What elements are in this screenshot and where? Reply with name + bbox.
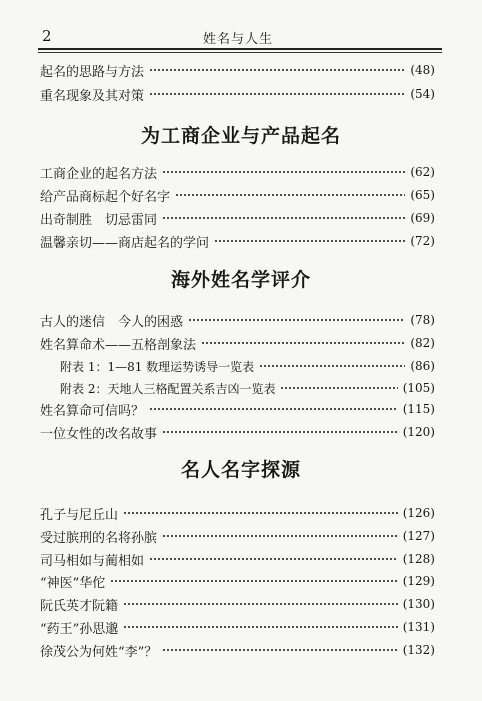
toc-entry-page: (78) (410, 313, 435, 327)
toc-leader-dots (149, 557, 398, 561)
toc-entry-title: 出奇制胜 切忌雷同 (40, 212, 158, 228)
section-heading: 名人名字探源 (180, 459, 301, 481)
toc-entry-page: (72) (410, 234, 435, 248)
header-rule-thick (38, 48, 442, 50)
toc-subentry[interactable] (60, 357, 435, 375)
toc-entry-page: (132) (402, 643, 435, 657)
toc-entry-title: 阮氏英才阮籍 (40, 598, 119, 614)
toc-leader-dots (162, 534, 398, 538)
toc-leader-dots (123, 602, 398, 606)
toc-entry-page: (62) (410, 165, 435, 179)
toc-leader-dots (149, 92, 405, 96)
toc-entry-page: (131) (402, 620, 435, 634)
toc-entry-page: (54) (410, 87, 435, 101)
toc-entry-page: (129) (402, 574, 435, 588)
toc-entry[interactable] (40, 550, 435, 568)
toc-entry-page: (127) (402, 529, 435, 543)
toc-entry-title: 徐茂公为何姓“李”？ (40, 644, 158, 660)
toc-entry[interactable] (40, 232, 435, 250)
toc-entry-title: 姓名算命术——五格剖象法 (40, 337, 197, 353)
toc-leader-dots (259, 364, 405, 368)
toc-leader-dots (110, 579, 397, 583)
toc-leader-dots (162, 430, 398, 434)
toc-entry[interactable] (40, 595, 435, 613)
toc-leader-dots (149, 407, 398, 411)
toc-entry[interactable] (40, 209, 435, 227)
toc-leader-dots (162, 170, 405, 174)
section-heading: 为工商企业与产品起名 (140, 125, 341, 147)
toc-entry-page: (65) (410, 188, 435, 202)
toc-leader-dots (123, 625, 397, 629)
toc-entry-title: 工商企业的起名方法 (40, 166, 158, 182)
toc-entry-page: (126) (402, 506, 435, 520)
toc-leader-dots (123, 511, 398, 515)
toc-leader-dots (188, 318, 405, 322)
toc-entry-title: 温馨亲切——商店起名的学问 (40, 235, 210, 251)
toc-entry-page: (128) (402, 552, 435, 566)
toc-entry[interactable] (40, 527, 435, 545)
toc-entry[interactable] (40, 163, 435, 181)
toc-entry-title: 司马相如与蔺相如 (40, 553, 145, 569)
toc-entry[interactable] (40, 61, 435, 79)
running-header (38, 27, 438, 47)
running-title: 姓名与人生 (202, 32, 273, 47)
toc-entry[interactable] (40, 334, 435, 352)
toc-entry[interactable] (40, 186, 435, 204)
toc-leader-dots (162, 216, 405, 220)
toc-entry[interactable] (40, 423, 435, 441)
toc-entry-page: (105) (402, 381, 435, 395)
toc-entry[interactable] (40, 400, 435, 418)
toc-leader-dots (149, 68, 405, 72)
toc-entry[interactable] (40, 641, 435, 659)
toc-entry-title: 起名的思路与方法 (40, 64, 145, 80)
toc-entry-page: (120) (402, 425, 435, 439)
toc-leader-dots (175, 193, 405, 197)
toc-entry[interactable] (40, 85, 435, 103)
toc-entry-page: (69) (410, 211, 435, 225)
toc-entry[interactable] (40, 504, 435, 522)
toc-entry-title: 重名现象及其对策 (40, 88, 145, 104)
toc-entry-title: 给产品商标起个好名字 (40, 189, 171, 205)
toc-entry[interactable] (40, 311, 435, 329)
toc-entry-title: 附表 1：1—81 数理运势诱导一览表 (60, 359, 255, 374)
toc-subentry[interactable] (60, 379, 435, 397)
toc-entry-title: 姓名算命可信吗？ (40, 403, 145, 419)
toc-entry-title: “药王”孙思邈 (40, 621, 119, 637)
toc-entry-title: 一位女性的改名故事 (40, 426, 158, 442)
toc-entry-title: 附表 2：天地人三格配置关系吉凶一览表 (60, 381, 276, 396)
toc-entry-page: (115) (402, 402, 435, 416)
page-number: 2 (42, 27, 52, 45)
toc-entry-title: “神医”华佗 (40, 575, 106, 591)
toc-leader-dots (162, 648, 397, 652)
header-rule-thin (38, 52, 442, 53)
toc-entry-page: (48) (410, 63, 435, 77)
toc-leader-dots (280, 386, 397, 390)
toc-entry-title: 古人的迷信 今人的困惑 (40, 314, 184, 330)
toc-leader-dots (214, 239, 405, 243)
toc-entry-page: (82) (410, 336, 435, 350)
toc-entry-title: 孔子与尼丘山 (40, 507, 119, 523)
toc-entry[interactable] (40, 618, 435, 636)
toc-entry-title: 受过膑刑的名将孙膑 (40, 530, 158, 546)
toc-entry-page: (86) (410, 359, 435, 373)
toc-entry-page: (130) (402, 597, 435, 611)
section-heading: 海外姓名学评介 (170, 269, 311, 291)
toc-leader-dots (201, 341, 405, 345)
toc-entry[interactable] (40, 572, 435, 590)
